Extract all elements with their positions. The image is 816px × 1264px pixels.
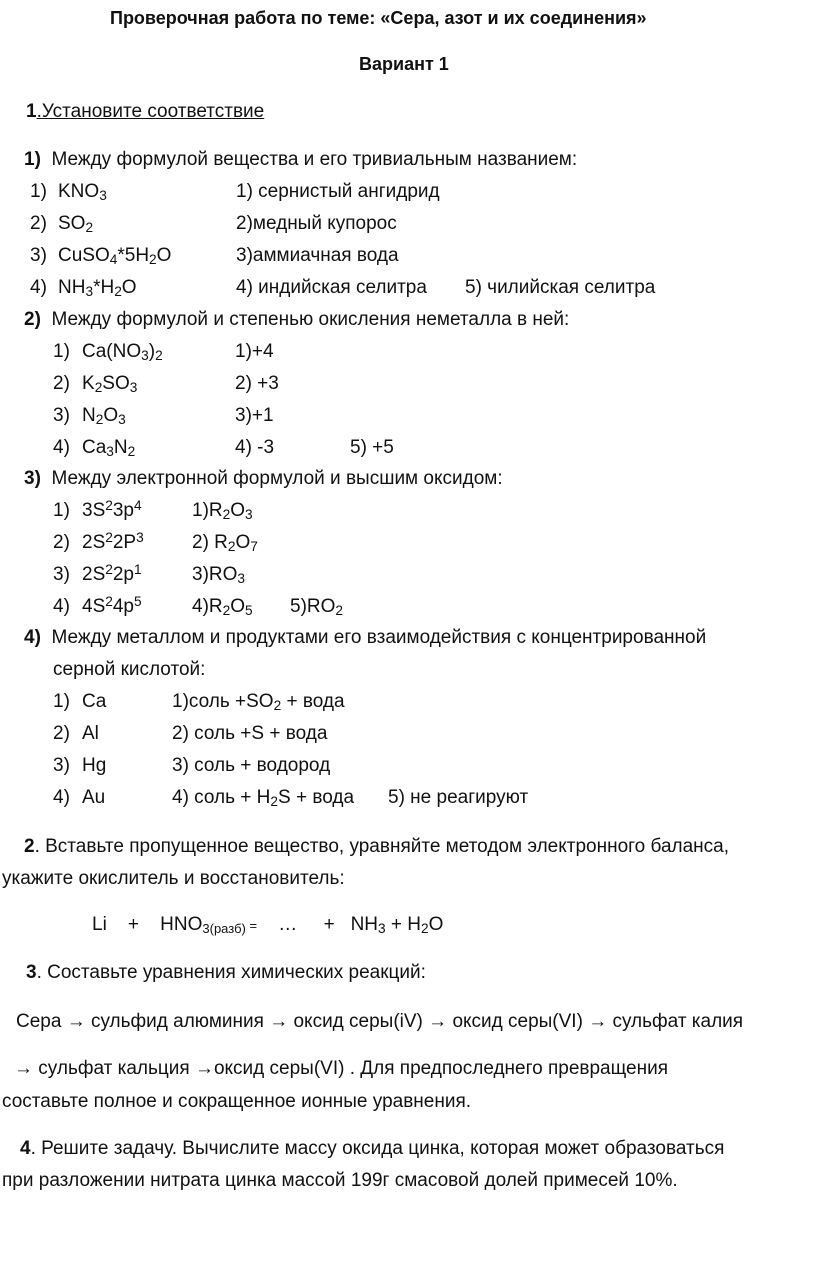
- sub1-row-answer-extra: 5) чилийская селитра: [465, 277, 656, 298]
- sub3-row-answer-extra: $5)RO_2$: [290, 596, 344, 618]
- task3-chain-line2: → сульфат кальция →оксид серы(VI) . Для предпоследнего превращения: [14, 1058, 668, 1079]
- sub2-row-number: 2): [53, 373, 70, 394]
- task3-heading: 3. Составьте уравнения химических реакций:: [26, 962, 426, 983]
- sub4-row-item: Au: [82, 787, 106, 808]
- task1-heading-text: .Установите соответствие: [36, 101, 265, 122]
- task1-sub4-heading-cont: серной кислотой:: [53, 659, 206, 680]
- sub4-row-number: 4): [53, 787, 70, 808]
- task3-chain-line1: Сера → сульфид алюминия → оксид серы(iV) → оксид серы(VI) → сульфат калия: [16, 1011, 744, 1032]
- task2-line2: укажите окислитель и восстановитель:: [2, 868, 345, 889]
- sub1-row-number: 1): [30, 181, 47, 202]
- sub1-row-item: $NH_3*H_2O$: [58, 277, 137, 299]
- sub4-row-number: 1): [53, 691, 70, 712]
- sub1-row-answer: 4) индийская селитра: [236, 277, 427, 298]
- sub2-row-number: 1): [53, 341, 70, 362]
- sub4-row-answer: 1)соль $+SO_2$ + вода: [172, 691, 345, 713]
- sub4-row-item: Hg: [82, 755, 107, 776]
- task4-line2: при разложении нитрата цинка массой 199г смасовой долей примесей 10%.: [2, 1170, 678, 1191]
- sub4-row-answer: 3) соль + водород: [172, 755, 331, 776]
- sub2-row-answer-extra: 5) +5: [350, 437, 394, 458]
- sub2-row-item: $N_2O_3$: [82, 405, 126, 427]
- sub3-row-answer: $1)R_2O_3$: [192, 500, 253, 522]
- task4-line1: 4. Решите задачу. Вычислите массу оксида цинка, которая может образоваться: [20, 1138, 725, 1159]
- sub2-row-item: $Ca(NO_3)_2$: [82, 341, 163, 363]
- sub3-row-number: 1): [53, 500, 70, 521]
- sub2-row-item: $Ca_3N_2$: [82, 437, 136, 459]
- sub1-row-number: 3): [30, 245, 47, 266]
- sub1-row-answer: 2)медный купорос: [236, 213, 397, 234]
- task1-heading: [26, 100, 264, 124]
- task1-sub1-heading: 1) Между формулой вещества и его тривиальным названием:: [24, 149, 578, 170]
- sub4-row-item: Al: [82, 723, 99, 744]
- sub1-row-item: $KNO_3$: [58, 181, 107, 203]
- sub4-row-item: Ca: [82, 691, 107, 712]
- sub1-row-number: 4): [30, 277, 47, 298]
- task3-chain-line3: составьте полное и сокращенное ионные уравнения.: [2, 1091, 472, 1112]
- sub4-row-number: 2): [53, 723, 70, 744]
- task1-number: 1: [26, 101, 37, 122]
- sub3-row-answer: 2) $R_2O_7$: [192, 532, 258, 554]
- sub1-row-item: $SO_2$: [58, 213, 94, 235]
- sub3-row-number: 4): [53, 596, 70, 617]
- sub4-row-answer-extra: 5) не реагируют: [388, 787, 529, 808]
- sub2-row-answer: 3)+1: [235, 405, 274, 426]
- sub2-row-answer: 1)+4: [235, 341, 274, 362]
- sub3-row-item: $4S^24p^5$: [82, 593, 142, 617]
- sub3-row-item: $3S^23p^4$: [82, 497, 142, 521]
- sub1-row-answer: 1) сернистый ангидрид: [236, 181, 440, 202]
- page-title: Проверочная работа по теме: «Сера, азот и их соединения»: [110, 8, 647, 28]
- sub1-row-item: $CuSO_4*5H_2O$: [58, 245, 172, 267]
- sub3-row-item: $2S^22P^3$: [82, 529, 144, 553]
- sub3-row-number: 2): [53, 532, 70, 553]
- sub1-row-number: 2): [30, 213, 47, 234]
- sub2-row-item: $K_2SO_3$: [82, 373, 138, 395]
- task1-sub3-heading: 3) Между электронной формулой и высшим оксидом:: [24, 468, 503, 489]
- sub3-row-item: $2S^22p^1$: [82, 561, 142, 585]
- sub3-row-answer: $4)R_2O_5$: [192, 596, 253, 618]
- task1-sub2-heading: 2) Между формулой и степенью окисления неметалла в ней:: [24, 309, 570, 330]
- sub2-row-number: 3): [53, 405, 70, 426]
- sub4-row-number: 3): [53, 755, 70, 776]
- sub2-row-answer: 2) +3: [235, 373, 279, 394]
- task1-sub4-heading: 4) Между металлом и продуктами его взаимодействия с концентрированной: [24, 627, 707, 648]
- sub3-row-answer: $3)RO_3$: [192, 564, 246, 586]
- task2-equation: Li + $HNO_{3(разб)}$ = … + $NH_3 + H_2O$: [92, 914, 444, 936]
- sub2-row-answer: 4) -3: [235, 437, 275, 458]
- sub4-row-answer: 2) соль +S + вода: [172, 723, 328, 744]
- variant-label: Вариант 1: [359, 54, 449, 74]
- sub3-row-number: 3): [53, 564, 70, 585]
- sub2-row-number: 4): [53, 437, 70, 458]
- sub1-row-answer: 3)аммиачная вода: [236, 245, 399, 266]
- task2-line1: 2. Вставьте пропущенное вещество, уравняйте методом электронного баланса,: [24, 836, 730, 857]
- sub4-row-answer: 4) соль + $H_2S$ + вода: [172, 787, 355, 809]
